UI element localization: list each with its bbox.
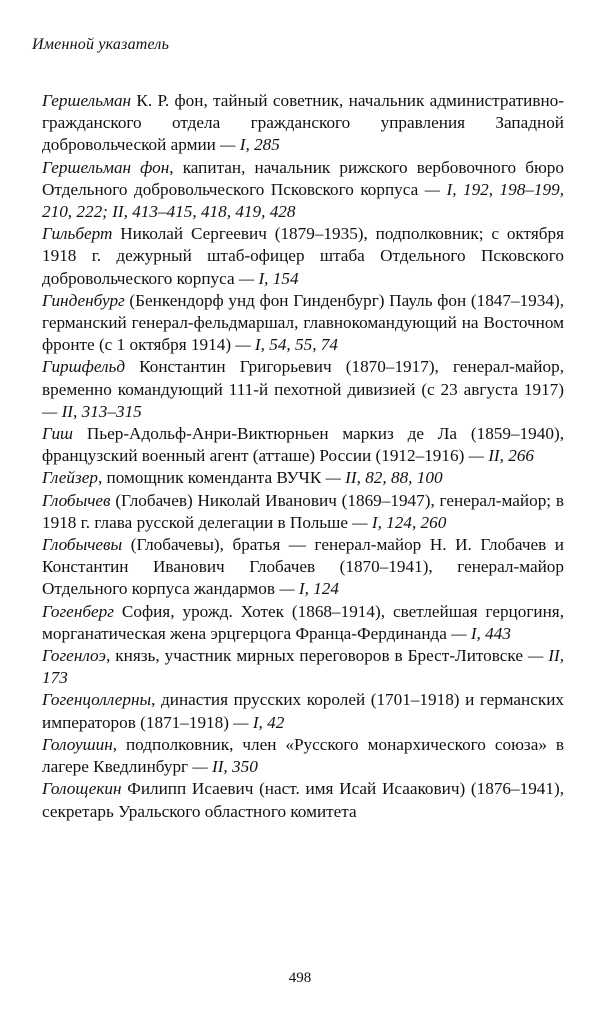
entry-refs: — I, 285 [215,135,280,155]
entry-text: К. Р. фон, тайный советник, начальник административно-гражданского отдела гражданского управления Западной добровольческой армии [42,91,564,155]
entry-text: Николай Сергеевич (1879–1935), подполковник; с октября 1918 г. дежурный штаб-офицер штаба Отдельного Псковского добровольческого корпуса [42,224,564,288]
entry-refs: — I, 124, 260 [347,512,447,532]
entry-refs: — II, 350 [188,757,258,777]
entry-name: Гиш [42,424,74,444]
entry-name: Гогенберг [42,601,114,621]
entry-refs: — I, 54, 55, 74 [231,335,338,355]
entry-text: (Бенкендорф унд фон Гинденбург) Пауль фон (1847–1934), германский генерал-фельдмаршал, главнокомандующий на Восточном фронте (с 1 октября 1914) [42,290,564,355]
entry-text: София, урожд. Хотек (1868–1914), светлейшая герцогиня, морганатическая жена эрцгерцога Франца-Фердинанда [42,601,564,643]
index-entry [42,601,564,645]
entry-refs: — II, 313–315 [42,401,142,421]
entry-text: (Глобачев) Николай Иванович (1869–1947), генерал-майор; в 1918 г. глава русской делегации в Польше [42,490,564,532]
entry-text: Константин Григорьевич (1870–1917), генерал-майор, временно командующий 111-й пехотной дивизией (с 23 августа 1917) [42,357,564,399]
index-entry [42,356,564,423]
index-entry [42,778,564,822]
entry-name: Глейзер [42,468,98,488]
entry-text: (Глобачевы), братья — генерал-майор Н. И. Глобачев и Константин Иванович Глобачев (1870–1941), генерал-майор Отдельного корпуса жандармов [42,535,564,599]
entry-name: Гинденбург [42,290,125,310]
index-entry [42,734,564,778]
entry-refs: — I, 124 [275,579,339,599]
entry-name: Голощекин [42,779,122,799]
entry-refs: — I, 443 [446,623,511,643]
page-number: 498 [288,970,312,986]
entry-text: Филипп Исаевич (наст. имя Исай Исаакович) (1876–1941), секретарь Уральского областного комитета [42,779,564,821]
index-entry [42,290,564,357]
running-header: Именной указатель [32,36,170,53]
entry-refs: — I, 42 [228,712,285,732]
entry-name: Гершельман [42,91,132,110]
index-entry [42,157,564,224]
index-entry [42,90,564,157]
entry-name: Глобычевы [42,535,123,555]
entry-text: , капитан, начальник рижского вербовочного бюро Отдельного добровольческого Псковского корпуса [42,157,564,199]
entry-text: Пьер-Адольф-Анри-Виктюрньен маркиз де Ла (1859–1940), французский военный агент (атташе) России (1912–1916) [42,424,564,466]
entry-name: Гиршфельд [42,357,126,377]
entry-name: Гогенлоэ [42,646,106,666]
entry-name: Глобычев [42,490,111,510]
index-entry [42,689,564,733]
entry-name: Гершельман фон [42,157,170,177]
entry-name: Гильберт [42,224,113,244]
index-entry [42,223,564,290]
entry-refs: — I, 192, 198–199, 210, 222; II, 413–415, 418, 419, 428 [42,179,564,222]
index-entry [42,490,564,534]
entry-text: , династия прусских королей (1701–1918) и германских императоров (1871–1918) [42,690,564,732]
index-entry [42,423,564,467]
entry-refs: — I, 154 [234,268,299,288]
entry-text: , князь, участник мирных переговоров в Брест-Литовске [106,646,523,666]
index-entry [42,467,564,489]
entry-refs: — II, 173 [42,646,564,688]
index-entry [42,534,564,601]
index-entry [42,645,564,689]
entry-text: , подполковник, член «Русского монархического союза» в лагере Кведлинбург [42,734,564,777]
index-entries [42,90,564,823]
entry-text: , помощник коменданта ВУЧК [97,468,322,488]
entry-refs: — II, 82, 88, 100 [321,468,443,488]
entry-name: Голоушин [42,734,113,754]
entry-refs: — II, 266 [464,446,535,466]
entry-name: Гогенцоллерны [42,690,152,710]
